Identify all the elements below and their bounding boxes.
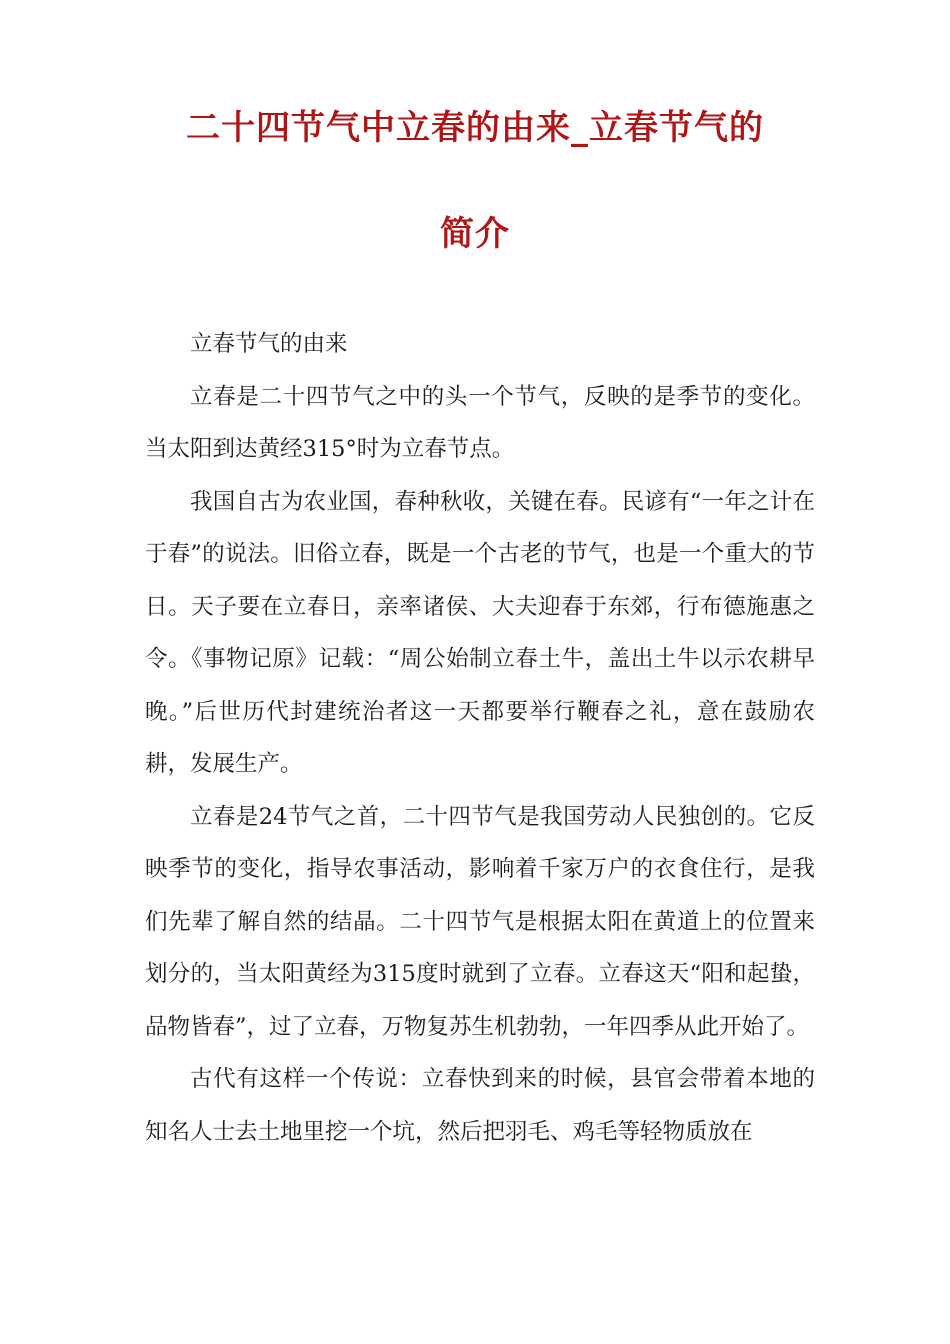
body-paragraph: 立春是24节气之首，二十四节气是我国劳动人民独创的。它反映季节的变化，指导农事活动，影响着千家万户的衣食住行，是我们先辈了解自然的结晶。二十四节气是根据太阳在黄道上的位置来划分的，当太阳黄经为315度时就到了立春。立春这天“阳和起蛰，品物皆春”，过了立春，万物复苏生机勃勃，一年四季从此开始了。 <box>145 803 815 1040</box>
section-heading: 立春节气的由来 <box>190 331 348 357</box>
body-paragraph: 我国自古为农业国，春种秋收，关键在春。民谚有“一年之计在于春”的说法。旧俗立春，既是一个古老的节气，也是一个重大的节日。天子要在立春日，亲率诸侯、大夫迎春于东郊，行布德施惠之令。《事物记原》记载：“周公始制立春土牛，盖出土牛以示农耕早晚。”后世历代封建统治者这一天都要举行鞭春之礼，意在鼓励农耕，发展生产。 <box>145 488 815 777</box>
document-title-line-2: 简介 <box>440 214 510 254</box>
document-title-line-1: 二十四节气中立春的由来_立春节气的 <box>186 108 764 148</box>
body-paragraph: 古代有这样一个传说：立春快到来的时候，县官会带着本地的知名人士去土地里挖一个坑，然后把羽毛、鸡毛等轻物质放在 <box>145 1066 815 1145</box>
body-paragraph: 立春是二十四节气之中的头一个节气，反映的是季节的变化。当太阳到达黄经315°时为立春节点。 <box>145 383 815 462</box>
document-body <box>145 318 815 1158</box>
